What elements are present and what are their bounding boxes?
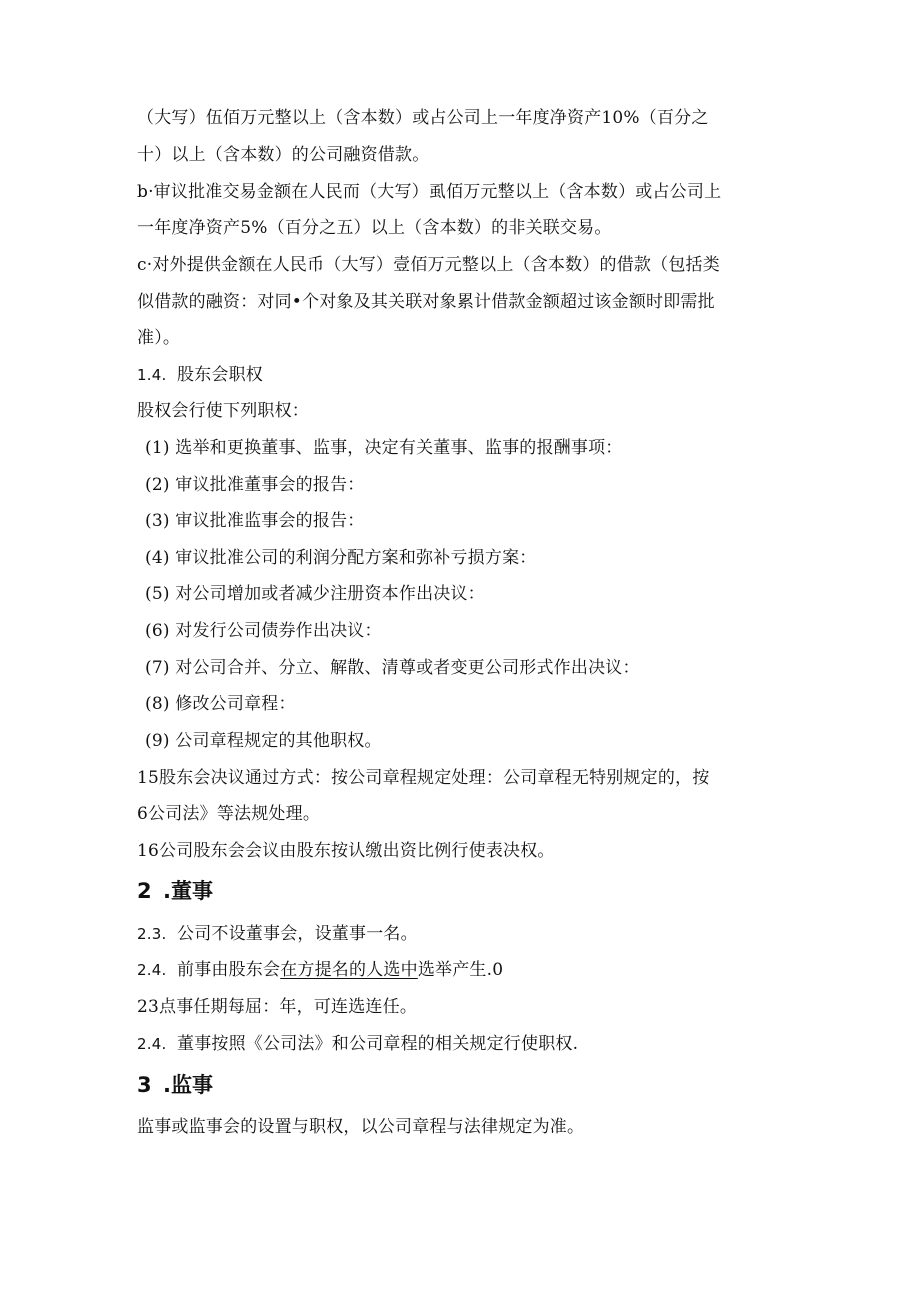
section-item xyxy=(137,958,503,982)
list-item: (5) 对公司增加或者减少注册资本作出决议： xyxy=(145,584,485,604)
paragraph-line: 十）以上（含本数）的公司融资借款。 xyxy=(137,145,430,165)
paragraph-line: c·对外提供金额在人民币（大写）壹佰万元整以上（含本数）的借款（包括类 xyxy=(137,255,720,275)
list-item: (6) 对发行公司债券作出决议： xyxy=(145,621,382,641)
heading-number: 3 xyxy=(137,1073,152,1097)
paragraph-line: 监事或监事会的设置与职权，以公司章程与法律规定为准。 xyxy=(137,1117,585,1137)
heading-text: .董事 xyxy=(163,879,213,903)
item-text: 前事由股东会 xyxy=(177,960,281,980)
list-item: (1) 选举和更换董事、监事，决定有关董事、监事的报酬事项： xyxy=(145,438,623,458)
section-intro: 股权会行使下列职权： xyxy=(137,401,309,421)
section-title-text: 股东会职权 xyxy=(177,365,263,385)
list-item: (2) 审议批准董事会的报告： xyxy=(145,475,365,495)
heading-supervisors xyxy=(137,1071,213,1099)
list-item: (7) 对公司合并、分立、解散、清尊或者变更公司形式作出决议： xyxy=(145,658,640,678)
section-item xyxy=(137,922,418,946)
section-number: 1.4. xyxy=(137,366,167,384)
list-item: (3) 审议批准监事会的报告： xyxy=(145,511,365,531)
paragraph-line: 似借款的融资：对同•个对象及其关联对象累计借款金额超过该金额时即需批 xyxy=(137,292,715,312)
item-number: 2.3. xyxy=(137,925,167,943)
item-number: 2.4. xyxy=(137,1035,167,1053)
heading-text: .监事 xyxy=(163,1073,213,1097)
paragraph-line: 6公司法》等法规处理。 xyxy=(137,804,321,824)
paragraph-line: b·审议批准交易金额在人民而（大写）虱佰万元整以上（含本数）或占公司上 xyxy=(137,182,722,202)
list-item: (9) 公司章程规定的其他职权。 xyxy=(145,731,382,751)
item-text: 公司不设董事会，设董事一名。 xyxy=(177,924,418,944)
paragraph-line: 15股东会决议通过方式：按公司章程规定处理：公司章程无特别规定的，按 xyxy=(137,768,710,788)
item-text: 选举产生.0 xyxy=(417,960,504,980)
paragraph-line: 16公司股东会会议由股东按认缴出资比例行使表决权。 xyxy=(137,841,555,861)
heading-directors xyxy=(137,877,213,905)
section-item xyxy=(137,1032,578,1056)
paragraph-line: （大写）伍佰万元整以上（含本数）或占公司上一年度净资产10%（百分之 xyxy=(137,108,709,128)
list-item: (8) 修改公司章程： xyxy=(145,694,296,714)
item-number: 2.4. xyxy=(137,961,167,979)
item-text: 董事按照《公司法》和公司章程的相关规定行使职权. xyxy=(177,1034,579,1054)
list-item: (4) 审议批准公司的利润分配方案和弥补亏损方案： xyxy=(145,548,537,568)
paragraph-line: 一年度净资产5%（百分之五）以上（含本数）的非关联交易。 xyxy=(137,218,612,238)
section-title xyxy=(137,363,263,387)
paragraph-line: 准）。 xyxy=(137,328,181,348)
heading-number: 2 xyxy=(137,879,152,903)
section-item: 23点事任期每屈：年，可连选连任。 xyxy=(137,997,418,1017)
underlined-text: 在方提名的人选中 xyxy=(280,960,418,980)
